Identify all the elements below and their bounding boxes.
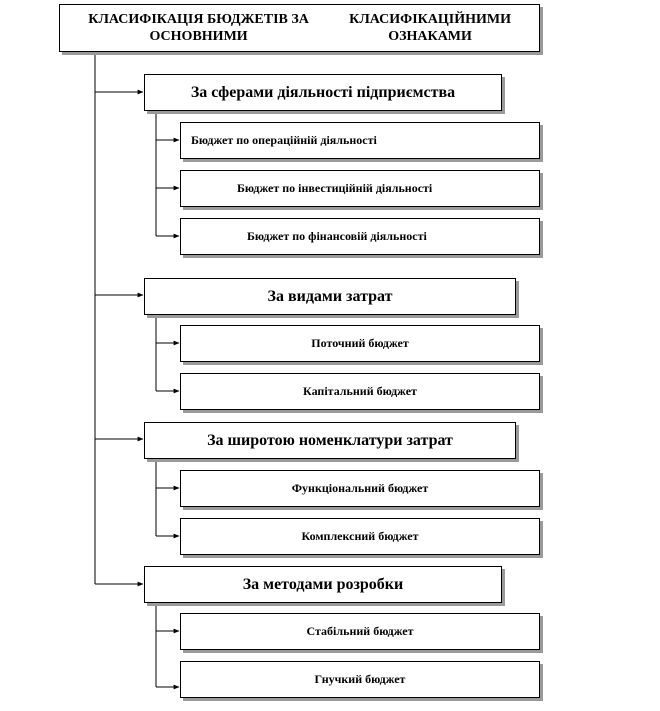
category-box-cost-types xyxy=(144,278,516,315)
category-box-cost-nomenclature xyxy=(144,422,516,459)
leaf-label: Капітальний бюджет xyxy=(303,384,417,398)
leaf-box-financial-budget xyxy=(180,218,540,255)
category-box-activity-spheres xyxy=(144,74,502,111)
category-label: За методами розробки xyxy=(242,575,404,593)
diagram-title-box xyxy=(59,4,540,52)
leaf-box-stable-budget xyxy=(180,613,540,650)
leaf-box-flexible-budget xyxy=(180,661,540,698)
leaf-label: Стабільний бюджет xyxy=(306,624,414,638)
category-box-development-methods xyxy=(144,566,502,603)
category-label: За сферами діяльності підприємства xyxy=(190,83,456,101)
leaf-box-capital-budget xyxy=(180,373,540,410)
leaf-label: Бюджет по інвестиційній діяльності xyxy=(237,181,433,195)
leaf-label: Бюджет по фінансовій діяльності xyxy=(247,229,427,243)
leaf-label: Функціональний бюджет xyxy=(291,481,429,495)
leaf-box-current-budget xyxy=(180,325,540,362)
leaf-box-investment-budget xyxy=(180,170,540,207)
leaf-label: Бюджет по операційній діяльності xyxy=(191,133,377,147)
leaf-box-functional-budget xyxy=(180,470,540,507)
leaf-label: Поточний бюджет xyxy=(311,336,409,350)
leaf-label: Гнучкий бюджет xyxy=(314,672,406,686)
leaf-label: Комплексний бюджет xyxy=(301,529,419,543)
diagram-title-line-2: КЛАСИФІКАЦІЙНИМИ ОЗНАКАМИ xyxy=(349,12,512,44)
leaf-box-operating-budget xyxy=(180,122,540,159)
diagram-title-line-1: КЛАСИФІКАЦІЯ БЮДЖЕТІВ ЗА ОСНОВНИМИ xyxy=(88,12,309,44)
category-label: За видами затрат xyxy=(267,287,393,305)
category-label: За широтою номенклатури затрат xyxy=(207,431,453,449)
leaf-box-complex-budget xyxy=(180,518,540,555)
